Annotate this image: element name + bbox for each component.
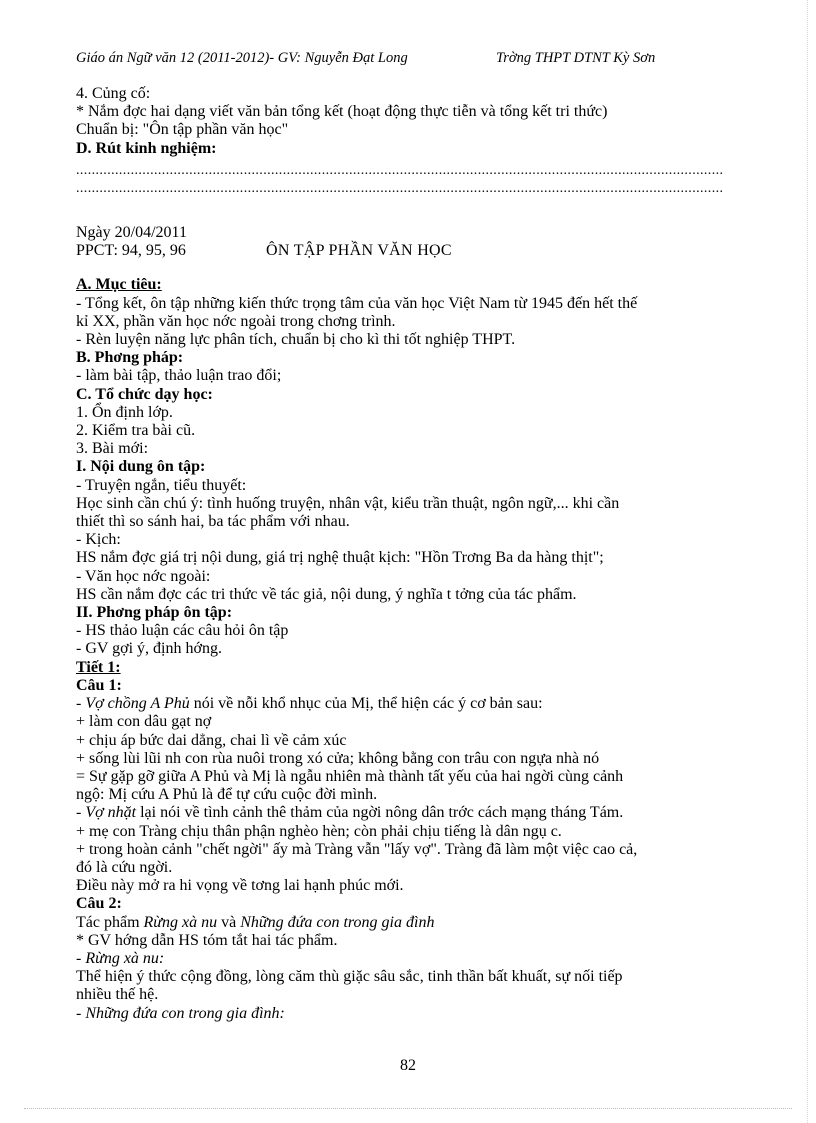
consolidation-heading: 4. Củng cố: [76,85,151,102]
section-heading: II. Phơng pháp ôn tập: [76,604,233,622]
section-heading: A. Mục tiêu: [76,276,162,294]
text-line: HS nắm đợc giá trị nội dung, giá trị nghệ thuật kịch: "Hồn Trơng Ba da hàng thịt"; [76,549,604,567]
text-line: ngộ: Mị cứu A Phủ là để tự cứu cuộc đời mình. [76,786,378,804]
page-header [76,50,736,70]
text-line: + trong hoàn cảnh "chết ngời" ấy mà Tràng vẫn "lấy vợ". Tràng đã làm một việc cao cả, [76,840,638,858]
text-line: - Rèn luyện năng lực phân tích, chuẩn bị cho kì thi tốt nghiệp THPT. [76,331,516,349]
section-heading: B. Phơng pháp: [76,349,184,367]
page-number: 82 [400,1057,416,1074]
text-line: = Sự gặp gỡ giữa A Phủ và Mị là ngẫu nhiên mà thành tất yếu của hai ngời cùng cảnh [76,767,624,785]
work-title: Những đứa con trong gia đình [240,913,435,931]
text-line: - Kịch: [76,531,121,549]
text-line: - Tổng kết, ôn tập những kiến thức trọng tâm của văn học Việt Nam từ 1945 đến hết thế [76,294,638,312]
text-line: + mẹ con Tràng chịu thân phận nghèo hèn; còn phải chịu tiếng là dân ngụ c. [76,822,562,840]
section-heading: D. Rút kinh nghiệm: [76,139,217,157]
text-line: 3. Bài mới: [76,440,149,458]
text-line: - làm bài tập, thảo luận trao đổi; [76,367,282,385]
lesson-date: Ngày 20/04/2011 [76,224,187,242]
text-line: * GV hớng dẫn HS tóm tắt hai tác phẩm. [76,931,338,949]
page-bottom-line [24,1108,792,1109]
period-heading: Tiết 1: [76,658,121,676]
text-line: + làm con dâu gạt nợ [76,713,212,731]
text-line: + sống lùi lũi nh con rùa nuôi trong xó cửa; không bằng con trâu con ngựa nhà nó [76,749,600,767]
text-line: Điều này mở ra hi vọng về tơng lai hạnh phúc mới. [76,877,404,895]
question-heading: Câu 1: [76,676,122,694]
section-heading: I. Nội dung ôn tập: [76,458,206,476]
text-line: * Nắm đợc hai dạng viết văn bản tổng kết (hoạt động thực tiễn và tổng kết tri thức) [76,103,608,121]
text-line: - Những đứa con trong gia đình: [76,1004,285,1022]
text-line: - Vợ nhặt lại nói về tình cảnh thê thảm của ngời nông dân trớc cách mạng tháng Tám. [76,804,624,822]
text-line: - Văn học nớc ngoài: [76,567,211,585]
text-line: - Vợ chồng A Phủ nói về nỗi khổ nhục của Mị, thể hiện các ý cơ bản sau: [76,695,543,713]
text-line: Học sinh cần chú ý: tình huống truyện, nhân vật, kiểu trần thuật, ngôn ngữ,... khi cần [76,494,620,512]
text-line: Tác phẩm Rừng xà nu và Những đứa con trong gia đình [76,913,435,931]
page-edge-line [807,0,808,1123]
dotted-line: ...................................................................................................................................................................... [76,181,724,197]
dotted-line: ...................................................................................................................................................................... [76,162,724,178]
header-left: Giáo án Ngữ văn 12 (2011-2012)- GV: Nguyễn Đạt Long [76,50,408,66]
work-title: Vợ chồng A Phủ [85,695,190,713]
header-right: Trờng THPT DTNT Kỳ Sơn [496,50,656,66]
text-line: kỉ XX, phần văn học nớc ngoài trong chơng trình. [76,312,396,330]
text-line: Chuẩn bị: "Ôn tập phần văn học" [76,121,289,139]
document-body [76,85,746,1023]
work-title: Vợ nhặt [85,804,137,822]
lesson-ppct: PPCT: 94, 95, 96 [76,242,186,260]
text-line: thiết thì so sánh hai, ba tác phẩm với nhau. [76,513,350,531]
text-line: - Rừng xà nu: [76,949,165,967]
text-line: - HS thảo luận các câu hỏi ôn tập [76,622,289,640]
text-line: - Truyện ngắn, tiểu thuyết: [76,476,247,494]
text-line: Thể hiện ý thức cộng đồng, lòng căm thù giặc sâu sắc, tinh thần bất khuất, sự nối tiếp [76,968,623,986]
section-heading: C. Tổ chức dạy học: [76,385,213,403]
text-line: HS cần nắm đợc các tri thức về tác giả, nội dung, ý nghĩa t tởng của tác phẩm. [76,585,577,603]
text-line: + chịu áp bức dai dẳng, chai lì về cảm xúc [76,731,347,749]
text-line: 1. Ổn định lớp. [76,403,173,421]
lesson-title: ÔN TẬP PHẦN VĂN HỌC [266,242,452,260]
text-line: 2. Kiểm tra bài cũ. [76,422,196,440]
text-line: nhiều thế hệ. [76,986,159,1004]
question-heading: Câu 2: [76,895,122,913]
work-title: Rừng xà nu [143,913,218,931]
text-line: - GV gợi ý, định hớng. [76,640,222,658]
text-line: đó là cứu ngời. [76,858,173,876]
